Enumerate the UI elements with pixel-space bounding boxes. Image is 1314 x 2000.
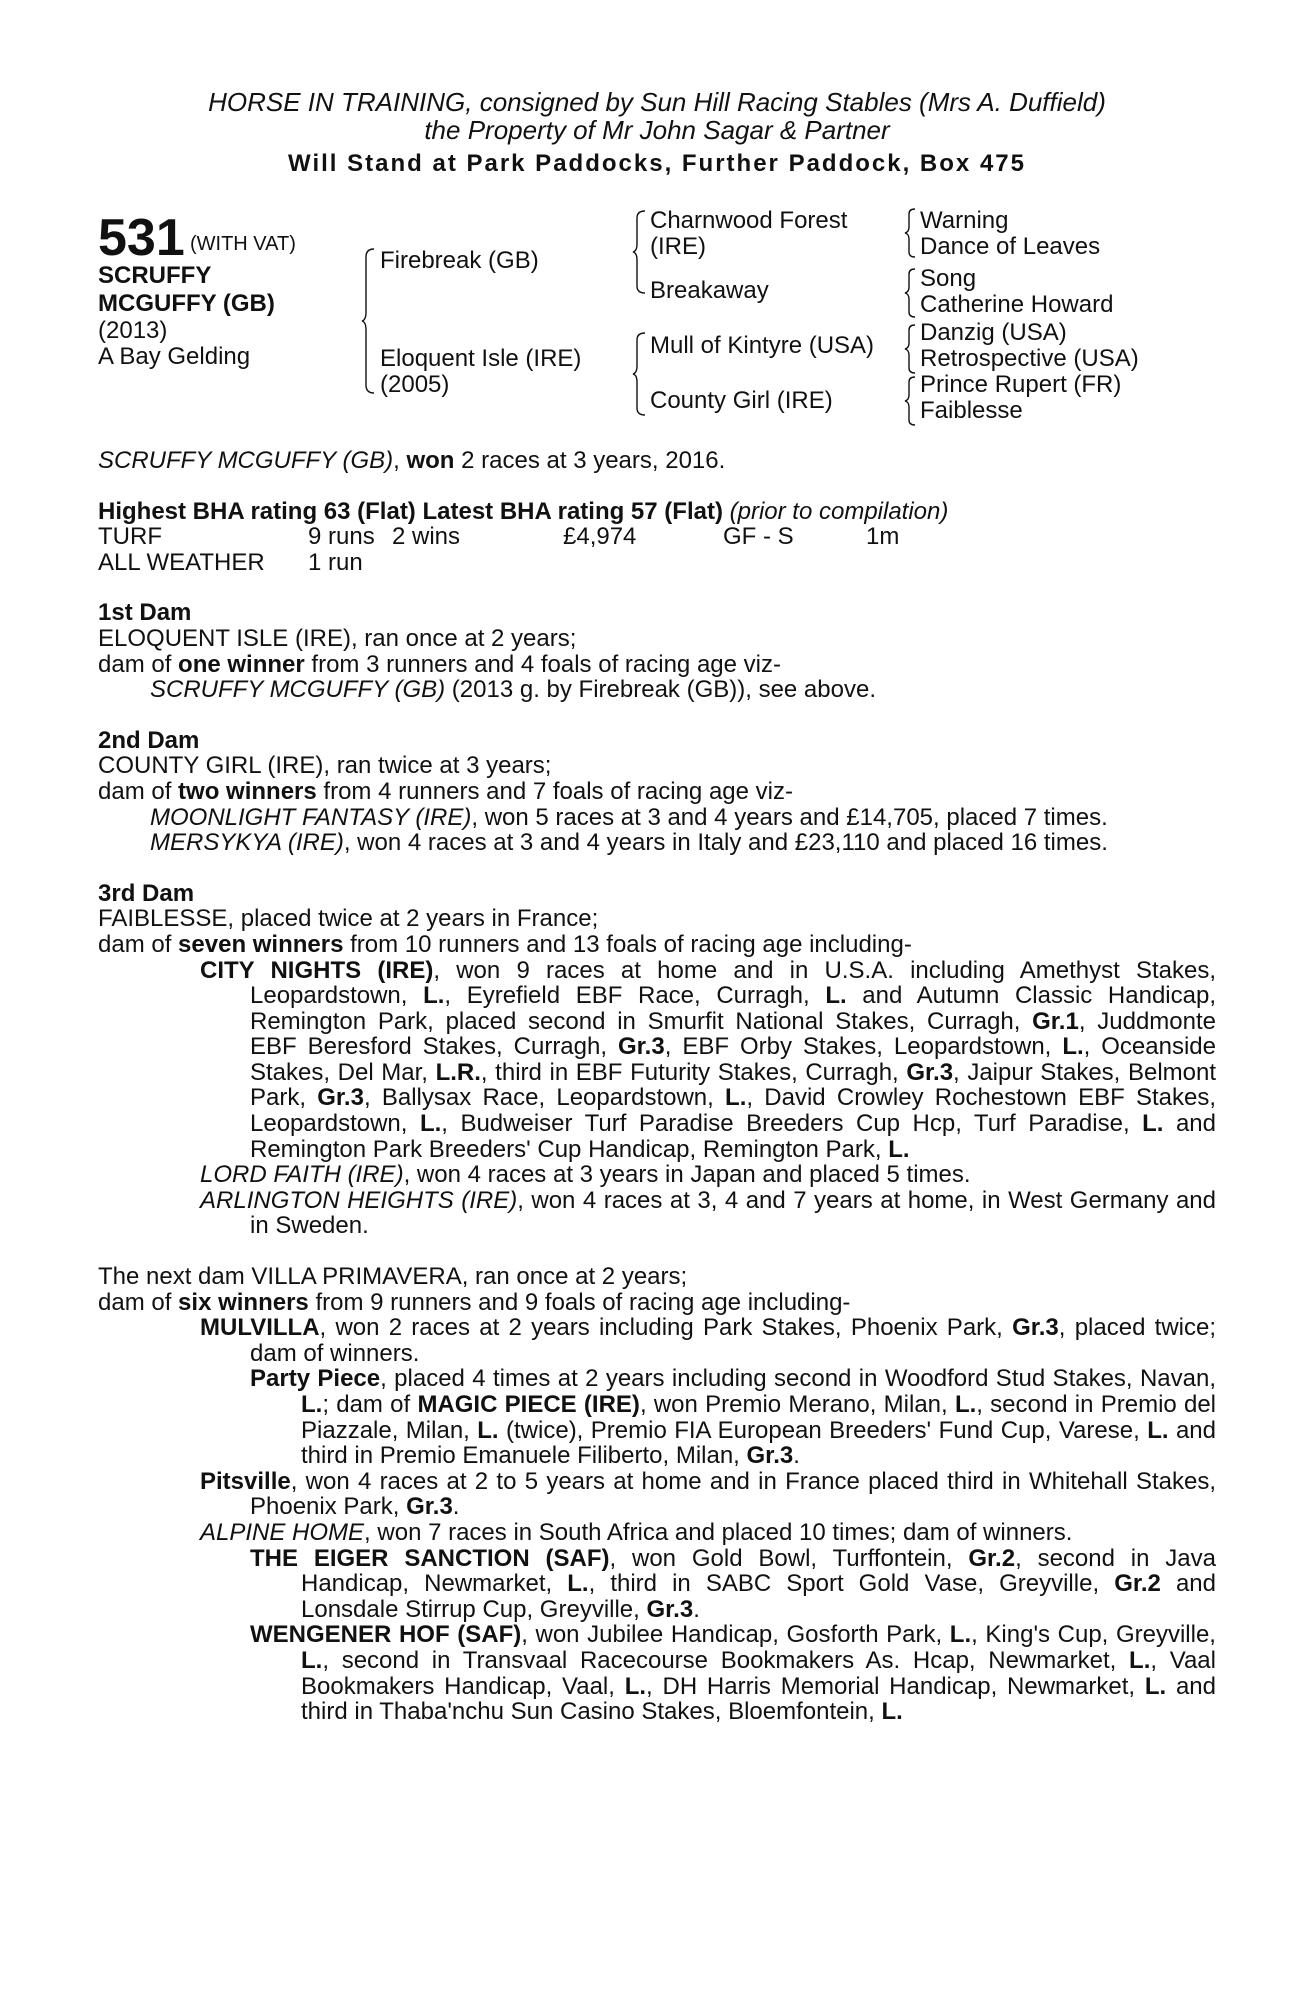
dam1-heading: 1st Dam [98, 599, 192, 627]
location-line: Will Stand at Park Paddocks, Further Paddock, Box 475 [288, 150, 1026, 177]
progeny-wengener-hof: WENGENER HOF (SAF), won Jubilee Handicap, Gosforth Park, L., King's Cup, Greyville, L., second in Transvaal Racecourse Bookmakers As. Hcap, Newmarket, L., Vaal Bookmakers Handicap, Vaal, L., DH Harris Memorial Handicap, Newmarket, L. and third in Thaba'nchu Sun Casino Stakes, Bloemfontein, L. [250, 1621, 1216, 1726]
turf-stats: TURF 9 runs 2 wins £4,974 GF - S 1m [98, 523, 900, 551]
dam2-heading: 2nd Dam [98, 726, 200, 754]
dam2-progeny-2: MERSYKYA (IRE), won 4 races at 3 and 4 years in Italy and £23,110 and placed 16 times. [150, 829, 1108, 857]
dam2-produce: dam of two winners from 4 runners and 7 foals of racing age viz- [98, 777, 793, 805]
pedigree-g8: Faiblesse [920, 397, 1023, 424]
pedigree-dam-dam: County Girl (IRE) [650, 387, 833, 414]
vat-note: (WITH VAT) [190, 233, 296, 255]
dam3-progeny-lord-faith: LORD FAITH (IRE), won 4 races at 3 years in Japan and placed 5 times. [200, 1161, 971, 1189]
catalogue-body [98, 448, 1216, 1725]
horse-name [98, 262, 358, 318]
dam3-heading: 3rd Dam [98, 879, 195, 907]
horse-name-line2: MCGUFFY (GB) [98, 290, 275, 317]
consignor-line: HORSE IN TRAINING, consigned by Sun Hill Racing Stables (Mrs A. Duffield) [208, 87, 1106, 117]
dam1-line: ELOQUENT ISLE (IRE), ran once at 2 years; [98, 624, 577, 652]
pedigree-sire: Firebreak (GB) [380, 247, 539, 274]
all-weather-stats: ALL WEATHER 1 run [98, 548, 363, 576]
pedigree-bracket-sire [633, 210, 647, 294]
lot-number: 531 [98, 209, 185, 267]
pedigree-sire-dam: Breakaway [650, 277, 769, 304]
pedigree-g3: Song [920, 265, 977, 292]
pedigree-dam-sire: Mull of Kintyre (USA) [650, 332, 875, 359]
pedigree-dam: Eloquent Isle (IRE) [380, 345, 582, 372]
dam3-line: FAIBLESSE, placed twice at 2 years in France; [98, 905, 599, 933]
pedigree-g1: Warning [920, 207, 1009, 234]
pedigree-bracket-g1 [905, 208, 917, 258]
progeny-mulvilla: MULVILLA, won 2 races at 2 years including Park Stakes, Phoenix Park, Gr.3, placed twice; dam of winners. [200, 1314, 1217, 1367]
progeny-pitsville: Pitsville, won 4 races at 2 to 5 years at home and in France placed third in Whitehall Stakes, Phoenix Park, Gr.3. [200, 1467, 1216, 1521]
owner-line: the Property of Mr John Sagar & Partner [424, 115, 890, 145]
foaling-year: (2013) [98, 317, 168, 344]
pedigree-bracket-main [362, 248, 376, 394]
pedigree-sire-sire-line2: (IRE) [650, 233, 706, 260]
pedigree-g5: Danzig (USA) [920, 319, 1067, 346]
progeny-party-piece: Party Piece, placed 4 times at 2 years including second in Woodford Stud Stakes, Navan, L.; dam of MAGIC PIECE (IRE), won Premio Merano, Milan, L., second in Premio del Piazzale, Milan, L. (twice), Premio FIA European Breeders' Fund Cup, Varese, L. and third in Premio Emanuele Filiberto, Milan, Gr.3. [250, 1365, 1217, 1470]
dam1-produce: dam of one winner from 3 runners and 4 foals of racing age viz- [98, 650, 781, 678]
horse-meta [98, 318, 348, 370]
dam2-line: COUNTY GIRL (IRE), ran twice at 3 years; [98, 752, 552, 780]
horse-description: A Bay Gelding [98, 343, 251, 370]
dam3-progeny-arlington-heights: ARLINGTON HEIGHTS (IRE), won 4 races at 3, 4 and 7 years at home, in West Germany and in Sweden. [200, 1186, 1216, 1240]
next-dam-line: The next dam VILLA PRIMAVERA, ran once at 2 years; [98, 1263, 688, 1291]
dam3-progeny-city-nights: CITY NIGHTS (IRE), won 9 races at home and in U.S.A. including Amethyst Stakes, Leopardstown, L., Eyrefield EBF Race, Curragh, L. and Autumn Classic Handicap, Remington Park, placed second in Smurfit National Stakes, Curragh, Gr.1, Juddmonte EBF Beresford Stakes, Curragh, Gr.3, EBF Orby Stakes, Leopardstown, L., Oceanside Stakes, Del Mar, L.R., third in EBF Futurity Stakes, Curragh, Gr.3, Jaipur Stakes, Belmont Park, Gr.3, Ballysax Race, Leopardstown, L., David Crowley Rochestown EBF Stakes, Leopardstown, L., Budweiser Turf Paradise Breeders Cup Hcp, Turf Paradise, L. and Remington Park Breeders' Cup Handicap, Remington Park, L. [200, 956, 1217, 1163]
pedigree-g7: Prince Rupert (FR) [920, 371, 1122, 398]
progeny-alpine-home: ALPINE HOME, won 7 races in South Africa and placed 10 times; dam of winners. [200, 1518, 1073, 1546]
race-summary: SCRUFFY MCGUFFY (GB), won 2 races at 3 years, 2016. [98, 447, 726, 474]
pedigree-g4: Catherine Howard [920, 291, 1114, 318]
pedigree-g6: Retrospective (USA) [920, 345, 1139, 372]
pedigree-bracket-g2 [905, 268, 917, 318]
dam3-produce: dam of seven winners from 10 runners and 13 foals of racing age including- [98, 930, 912, 958]
bha-ratings: Highest BHA rating 63 (Flat) Latest BHA rating 57 (Flat) (prior to compilation) [98, 497, 949, 525]
pedigree-sire-sire-line1: Charnwood Forest [650, 207, 848, 234]
pedigree-bracket-g3 [905, 324, 917, 374]
pedigree-g2: Dance of Leaves [920, 233, 1101, 260]
progeny-eiger-sanction: THE EIGER SANCTION (SAF), won Gold Bowl, Turffontein, Gr.2, second in Java Handicap, Newmarket, L., third in SABC Sport Gold Vase, Greyville, Gr.2 and Lonsdale Stirrup Cup, Greyville, Gr.3. [250, 1544, 1217, 1623]
pedigree-bracket-g4 [905, 376, 917, 426]
dam2-progeny-1: MOONLIGHT FANTASY (IRE), won 5 races at 3 and 4 years and £14,705, placed 7 times. [150, 803, 1108, 831]
next-dam-produce: dam of six winners from 9 runners and 9 foals of racing age including- [98, 1288, 851, 1316]
pedigree-bracket-dam [633, 332, 647, 416]
horse-name-line1: SCRUFFY [98, 262, 212, 289]
pedigree-dam-year: (2005) [380, 371, 450, 398]
dam1-progeny-1: SCRUFFY MCGUFFY (GB) (2013 g. by Firebreak (GB)), see above. [150, 676, 876, 704]
